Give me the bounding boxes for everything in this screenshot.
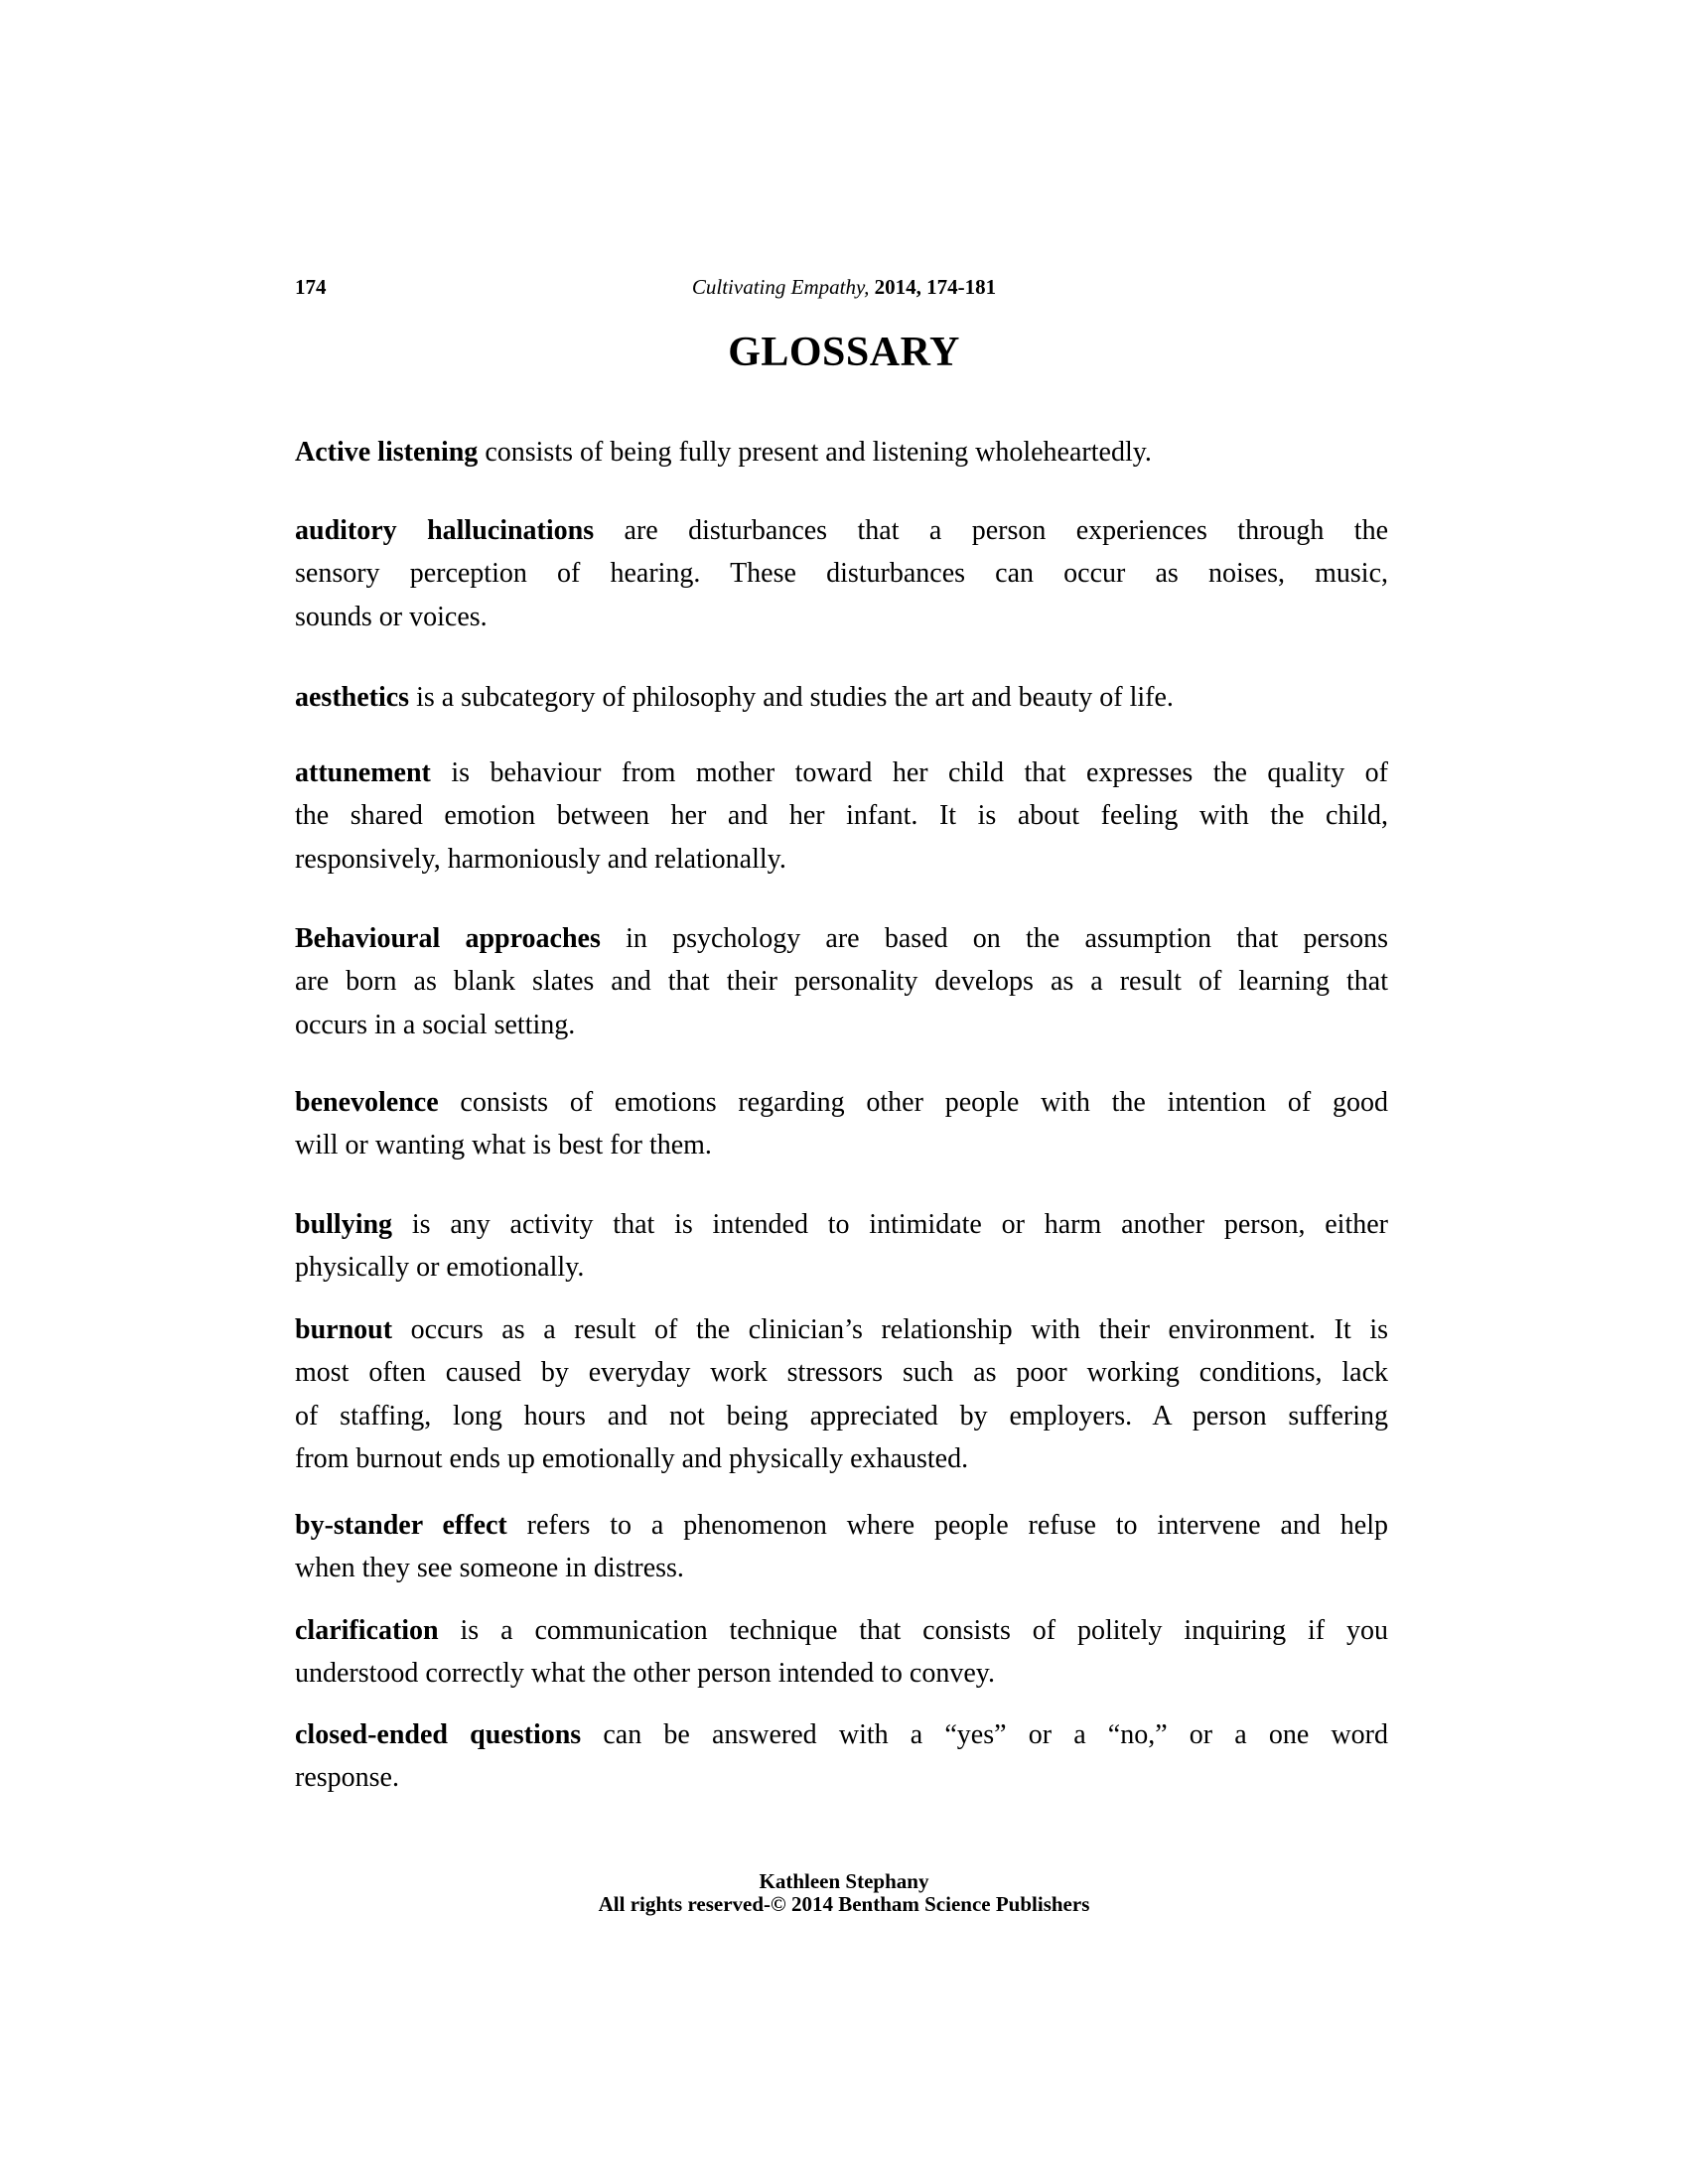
entry-line [295,596,1388,638]
glossary-term: by-stander effect [295,1510,507,1541]
entry-line [295,1308,1388,1351]
entry-line [295,794,1388,837]
glossary-entry [295,1713,1388,1800]
entry-line [295,960,1388,1003]
glossary-definition: is a subcategory of philosophy and studies the art and beauty of life. [409,682,1174,713]
glossary-entry [295,509,1388,638]
glossary-definition: can be answered with a “yes” or a “no,” or a one word [581,1719,1388,1750]
glossary-term: clarification [295,1615,439,1646]
glossary-entry [295,1609,1388,1696]
glossary-entry [295,1203,1388,1290]
glossary-entry [295,1504,1388,1590]
entry-line [295,1713,1388,1756]
definition-continuation: physically or emotionally. [295,1252,585,1284]
definition-continuation: of staffing, long hours and not being appreciated by employers. A person suffering [295,1400,1388,1432]
definition-continuation: most often caused by everyday work stressors such as poor working conditions, lack [295,1357,1388,1389]
entry-line [295,1504,1388,1547]
definition-continuation: response. [295,1762,399,1794]
entry-line [295,1652,1388,1695]
glossary-definition: consists of emotions regarding other people with the intention of good [438,1087,1388,1118]
entry-line [295,1124,1388,1166]
running-head [0,275,1688,299]
footer-rights: All rights reserved-© 2014 Bentham Science Publishers [598,1892,1090,1916]
glossary-term: burnout [295,1314,393,1345]
entry-line [295,1004,1388,1046]
glossary-definition: is any activity that is intended to intimidate or harm another person, either [392,1209,1388,1240]
glossary-term: auditory hallucinations [295,515,595,546]
definition-continuation: understood correctly what the other person intended to convey. [295,1658,995,1690]
glossary-definition: in psychology are based on the assumption that persons [600,923,1388,954]
glossary-term: bullying [295,1209,393,1240]
definition-continuation: will or wanting what is best for them. [295,1130,712,1161]
glossary-entry [295,751,1388,881]
entry-line [295,1547,1388,1589]
glossary-term: closed-ended questions [295,1719,582,1750]
definition-continuation: sensory perception of hearing. These disturbances can occur as noises, music, [295,558,1388,590]
entry-line [295,751,1388,794]
glossary-definition: consists of being fully present and listening wholeheartedly. [478,437,1152,468]
glossary-definition: are disturbances that a person experiences through the [594,515,1388,546]
entry-line [295,1203,1388,1246]
definition-continuation: from burnout ends up emotionally and physically exhausted. [295,1442,969,1474]
entry-line [295,1081,1388,1124]
glossary-definition: occurs as a result of the clinician’s relationship with their environment. It is [392,1314,1388,1345]
page-number: 174 [295,275,327,299]
entry-line [295,1395,1388,1437]
book-title: Cultivating Empathy, [691,275,870,299]
entry-line [295,1756,1388,1799]
glossary-entry [295,1308,1388,1480]
entry-line [295,676,1388,719]
entry-line [295,1246,1388,1289]
definition-continuation: are born as blank slates and that their personality develops as a result of learning that [295,966,1388,998]
glossary-definition: refers to a phenomenon where people refuse to intervene and help [506,1510,1388,1541]
entry-line [295,431,1388,474]
page-footer [0,1870,1688,1916]
glossary-definition: is a communication technique that consists of politely inquiring if you [438,1615,1388,1646]
glossary-entry [295,676,1388,719]
glossary-term: Active listening [295,437,479,468]
page-title: GLOSSARY [728,330,960,375]
definition-continuation: responsively, harmoniously and relationally. [295,843,786,875]
glossary-term: Behavioural approaches [295,923,601,954]
entry-line [295,1609,1388,1652]
entry-line [295,917,1388,960]
entry-line [295,552,1388,595]
glossary-entry [295,431,1388,474]
glossary-term: aesthetics [295,682,410,713]
entry-line [295,838,1388,881]
glossary-term: attunement [295,757,431,788]
entry-line [295,1351,1388,1394]
definition-continuation: occurs in a social setting. [295,1009,576,1040]
definition-continuation: the shared emotion between her and her infant. It is about feeling with the child, [295,800,1388,832]
entry-line [295,509,1388,552]
entry-line [295,1437,1388,1480]
definition-continuation: sounds or voices. [295,601,488,632]
footer-author: Kathleen Stephany [759,1869,929,1893]
glossary-entry [295,917,1388,1046]
book-meta: 2014, 174-181 [869,275,997,299]
definition-continuation: when they see someone in distress. [295,1553,684,1584]
glossary-entry [295,1081,1388,1167]
glossary-term: benevolence [295,1087,439,1118]
glossary-definition: is behaviour from mother toward her child that expresses the quality of [430,757,1388,788]
